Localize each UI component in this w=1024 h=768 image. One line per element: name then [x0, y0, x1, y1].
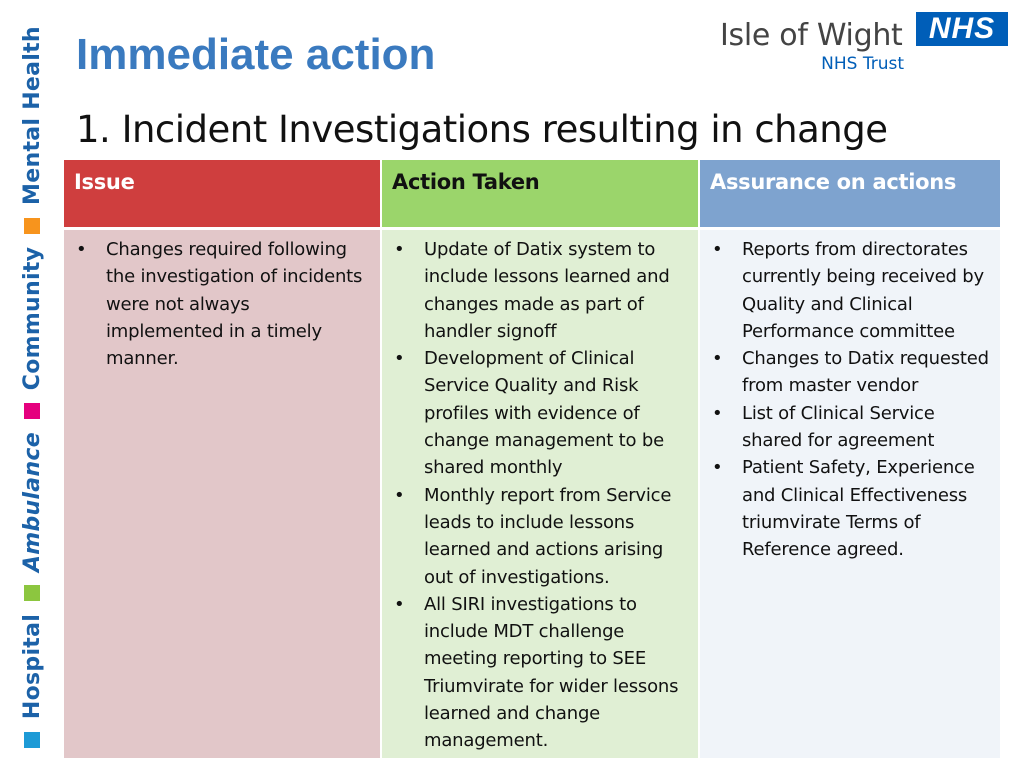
- logo-trust-label: NHS Trust: [821, 54, 904, 74]
- community-square-icon: [24, 403, 40, 419]
- issue-cell: [64, 230, 380, 758]
- actions-table: [64, 160, 1000, 758]
- assurance-cell: [700, 230, 1000, 758]
- assurance-column: [700, 160, 1000, 758]
- assurance-list: [706, 236, 992, 564]
- list-item: • List of Clinical Service shared for agreement: [706, 400, 992, 455]
- service-word-mental-health: Mental Health: [19, 26, 45, 205]
- action-taken-header: Action Taken: [382, 160, 698, 227]
- list-item: • Changes to Datix requested from master vendor: [706, 345, 992, 400]
- nhs-badge-icon: NHS: [916, 12, 1008, 46]
- page-subtitle: 1. Incident Investigations resulting in change: [76, 108, 888, 151]
- service-strip: [14, 26, 50, 748]
- list-item: • All SIRI investigations to include MDT challenge meeting reporting to SEE Triumvirate for wider lessons learned and change management.: [388, 591, 690, 755]
- nhs-trust-logo: [720, 12, 1016, 74]
- service-word-community: Community: [19, 246, 45, 391]
- issue-header: Issue: [64, 160, 380, 227]
- service-word-ambulance: Ambulance: [19, 432, 45, 573]
- mental-health-square-icon: [24, 218, 40, 234]
- assurance-header: Assurance on actions: [700, 160, 1000, 227]
- list-item: • Update of Datix system to include lessons learned and changes made as part of handler signoff: [388, 236, 690, 345]
- list-item: • Development of Clinical Service Quality and Risk profiles with evidence of change management to be shared monthly: [388, 345, 690, 481]
- issue-column: [64, 160, 380, 758]
- list-item: • Patient Safety, Experience and Clinical Effectiveness triumvirate Terms of Reference agreed.: [706, 454, 992, 563]
- ambulance-square-icon: [24, 585, 40, 601]
- action-taken-cell: [382, 230, 698, 758]
- service-word-hospital: Hospital: [19, 613, 45, 720]
- list-item: • Reports from directorates currently being received by Quality and Clinical Performance committee: [706, 236, 992, 345]
- page-title: Immediate action: [76, 30, 436, 79]
- issue-list: [70, 236, 372, 372]
- logo-organisation-name: Isle of Wight: [720, 18, 903, 53]
- list-item: • Monthly report from Service leads to include lessons learned and actions arising out of investigations.: [388, 482, 690, 591]
- service-strip-inner: [14, 26, 50, 748]
- hospital-square-icon: [24, 732, 40, 748]
- action-taken-list: [388, 236, 690, 755]
- action-taken-column: [382, 160, 698, 758]
- list-item: • Changes required following the investigation of incidents were not always implemented in a timely manner.: [70, 236, 372, 372]
